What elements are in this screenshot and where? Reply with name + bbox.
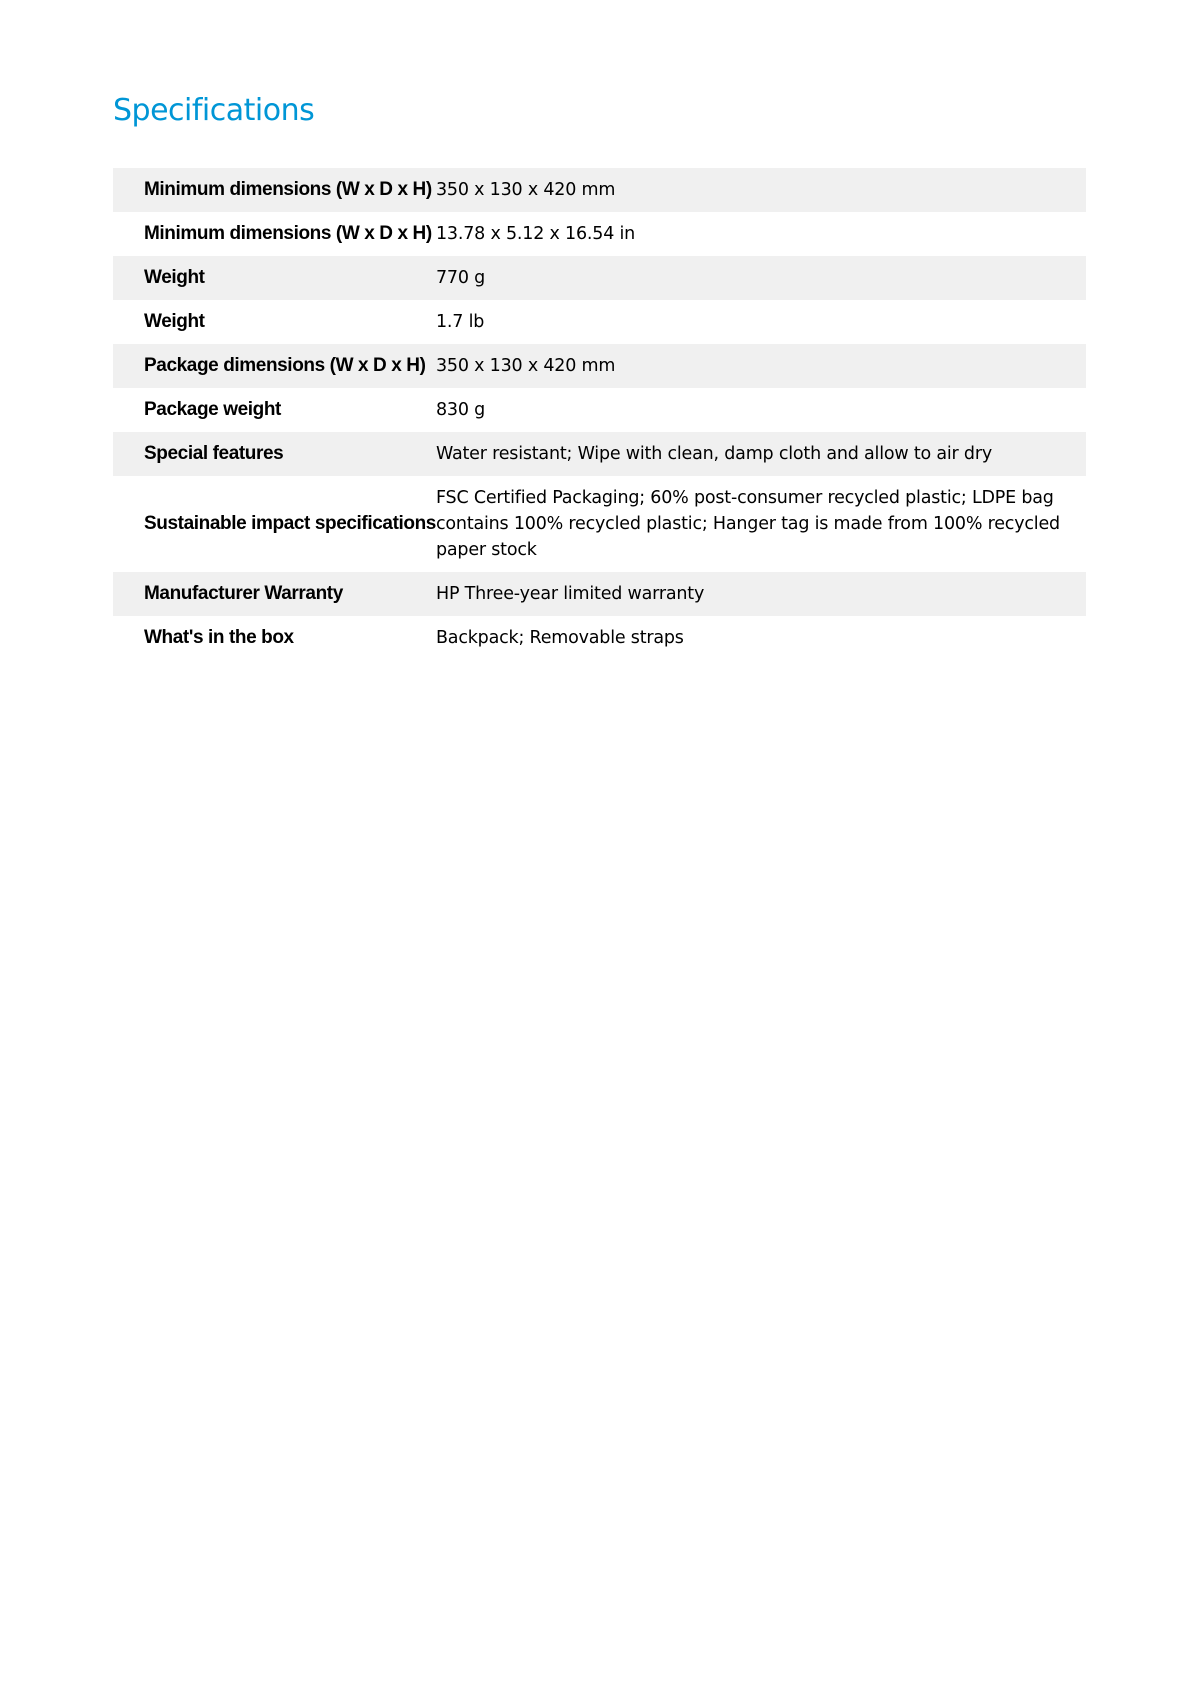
spec-label: Special features	[144, 443, 284, 464]
spec-row-min-dimensions-mm	[113, 168, 1086, 212]
spec-row-weight-lb	[113, 300, 1086, 344]
spec-row-warranty	[113, 572, 1086, 616]
spec-row-special-features	[113, 432, 1086, 476]
spec-value: 350 x 130 x 420 mm	[436, 180, 616, 200]
spec-label: Sustainable impact specifications	[144, 513, 436, 534]
spec-label: Manufacturer Warranty	[144, 583, 343, 604]
spec-label: Minimum dimensions (W x D x H)	[144, 179, 432, 200]
spec-label: Minimum dimensions (W x D x H)	[144, 223, 432, 244]
spec-value: 350 x 130 x 420 mm	[436, 356, 616, 376]
spec-value: 770 g	[436, 268, 486, 288]
spec-value: 13.78 x 5.12 x 16.54 in	[436, 224, 636, 244]
page-title: Specifications	[113, 93, 315, 128]
spec-row-whats-in-box	[113, 616, 1086, 660]
spec-row-weight-g	[113, 256, 1086, 300]
spec-label: Package weight	[144, 399, 281, 420]
spec-label: Weight	[144, 267, 205, 288]
spec-value: 830 g	[436, 400, 486, 420]
spec-value: FSC Certified Packaging; 60% post-consumer recycled plastic; LDPE bag contains 100% recycled plastic; Hanger tag is made from 100% recycled paper stock	[436, 488, 1060, 560]
spec-label: Package dimensions (W x D x H)	[144, 355, 426, 376]
spec-row-package-dimensions	[113, 344, 1086, 388]
spec-value: HP Three-year limited warranty	[436, 584, 705, 604]
spec-row-package-weight	[113, 388, 1086, 432]
spec-value: 1.7 lb	[436, 312, 485, 332]
spec-value: Water resistant; Wipe with clean, damp cloth and allow to air dry	[436, 444, 992, 464]
spec-row-min-dimensions-in	[113, 212, 1086, 256]
spec-value: Backpack; Removable straps	[436, 628, 684, 648]
spec-label: What's in the box	[144, 627, 294, 648]
spec-label: Weight	[144, 311, 205, 332]
specifications-table	[113, 168, 1086, 660]
spec-row-sustainable-impact	[113, 476, 1086, 572]
